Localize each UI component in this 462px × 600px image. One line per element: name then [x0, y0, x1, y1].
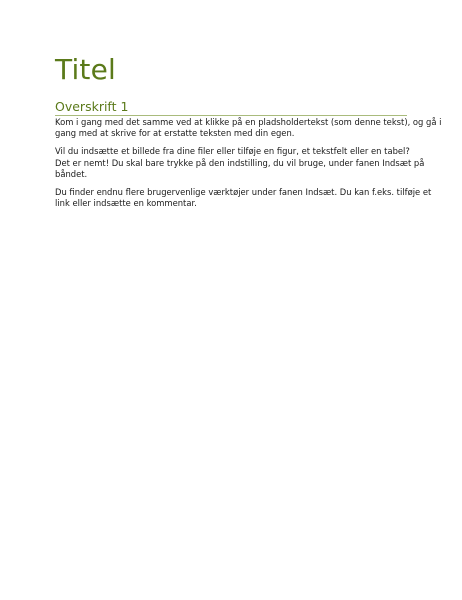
paragraph-1[interactable] — [55, 117, 442, 140]
paragraph-line: gang med at skrive for at erstatte teksten med din egen. — [55, 128, 295, 139]
paragraph-line: Du finder endnu flere brugervenlige værktøjer under fanen Indsæt. Du kan f.eks. tilføje et — [55, 187, 432, 198]
document-title[interactable]: Titel — [55, 53, 117, 86]
paragraph-2[interactable] — [55, 146, 425, 180]
paragraph-3[interactable] — [55, 187, 432, 210]
paragraph-line: Vil du indsætte et billede fra dine filer eller tilføje en figur, et tekstfelt eller en tabel? — [55, 146, 410, 157]
paragraph-line: Det er nemt! Du skal bare trykke på den indstilling, du vil bruge, under fanen Indsæt på — [55, 157, 425, 168]
heading-underline — [55, 115, 407, 116]
paragraph-line: båndet. — [55, 169, 88, 180]
heading-1[interactable]: Overskrift 1 — [55, 99, 129, 114]
paragraph-line: Kom i gang med det samme ved at klikke på en pladsholdertekst (som denne tekst), og gå i — [55, 117, 442, 127]
paragraph-line: link eller indsætte en kommentar. — [55, 198, 197, 209]
body-text[interactable] — [55, 117, 442, 216]
